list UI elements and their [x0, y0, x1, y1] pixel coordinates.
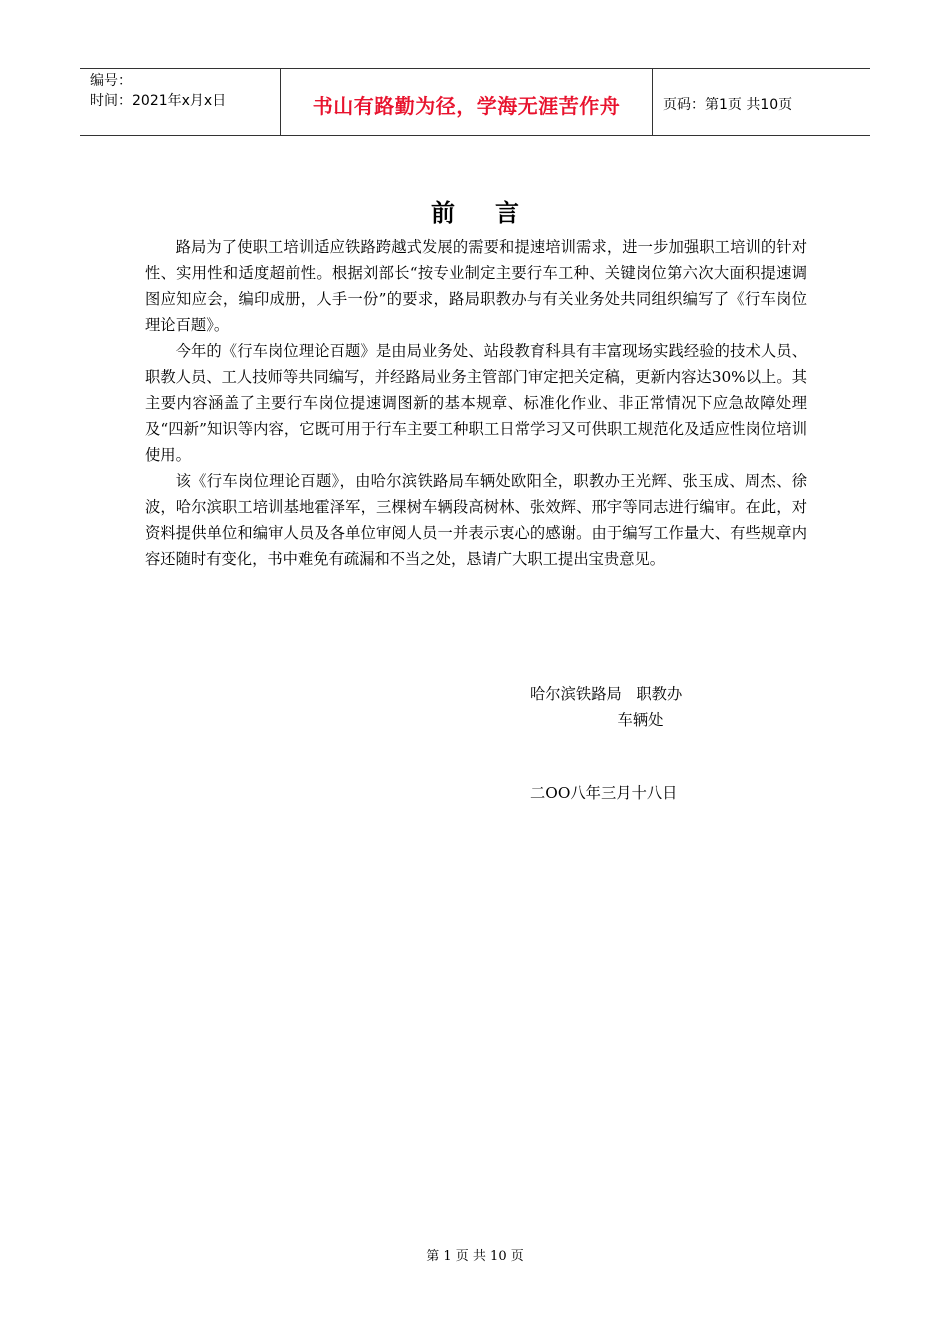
preface-body	[145, 234, 807, 572]
signature-line-1: 哈尔滨铁路局 职教办	[530, 685, 683, 703]
header-page-label: 页码：第1页 共10页	[663, 97, 793, 113]
number-label: 编号：	[90, 73, 132, 89]
header-motto: 书山有路勤为径，学海无涯苦作舟	[281, 69, 653, 135]
header-meta	[80, 69, 281, 135]
paragraph-3: 该《行车岗位理论百题》，由哈尔滨铁路局车辆处欧阳全，职教办王光辉、张玉成、周杰、徐波，哈尔滨职工培训基地霍泽军，三棵树车辆段高树林、张效辉、邢宇等同志进行编审。在此，对资料提供单位和编审人员及各单位审阅人员一并表示衷心的感谢。由于编写工作量大、有些规章内容还随时有变化，书中难免有疏漏和不当之处，恳请广大职工提出宝贵意见。	[145, 472, 807, 568]
page-footer: 第 1 页 共 10 页	[426, 1249, 524, 1264]
paragraph-1: 路局为了使职工培训适应铁路跨越式发展的需要和提速培训需求，进一步加强职工培训的针对性、实用性和适度超前性。根据刘部长“按专业制定主要行车工种、关键岗位第六次大面积提速调图应知应会，编印成册，人手一份”的要求，路局职教办与有关业务处共同组织编写了《行车岗位理论百题》。	[145, 238, 807, 334]
document-header	[80, 68, 870, 136]
signature-line-2: 车辆处	[530, 711, 664, 729]
paragraph-2: 今年的《行车岗位理论百题》是由局业务处、站段教育科具有丰富现场实践经验的技术人员、职教人员、工人技师等共同编写，并经路局业务主管部门审定把关定稿，更新内容达30%以上。其主要内容涵盖了主要行车岗位提速调图新的基本规章、标准化作业、非正常情况下应急故障处理及“四新”知识等内容，它既可用于行车主要工种职工日常学习又可供职工规范化及适应性岗位培训使用。	[145, 342, 807, 464]
page-title: 前言	[431, 199, 559, 227]
time-label: 时间：2021年x月x日	[90, 93, 227, 109]
signature-date: 二OO八年三月十八日	[530, 784, 678, 802]
